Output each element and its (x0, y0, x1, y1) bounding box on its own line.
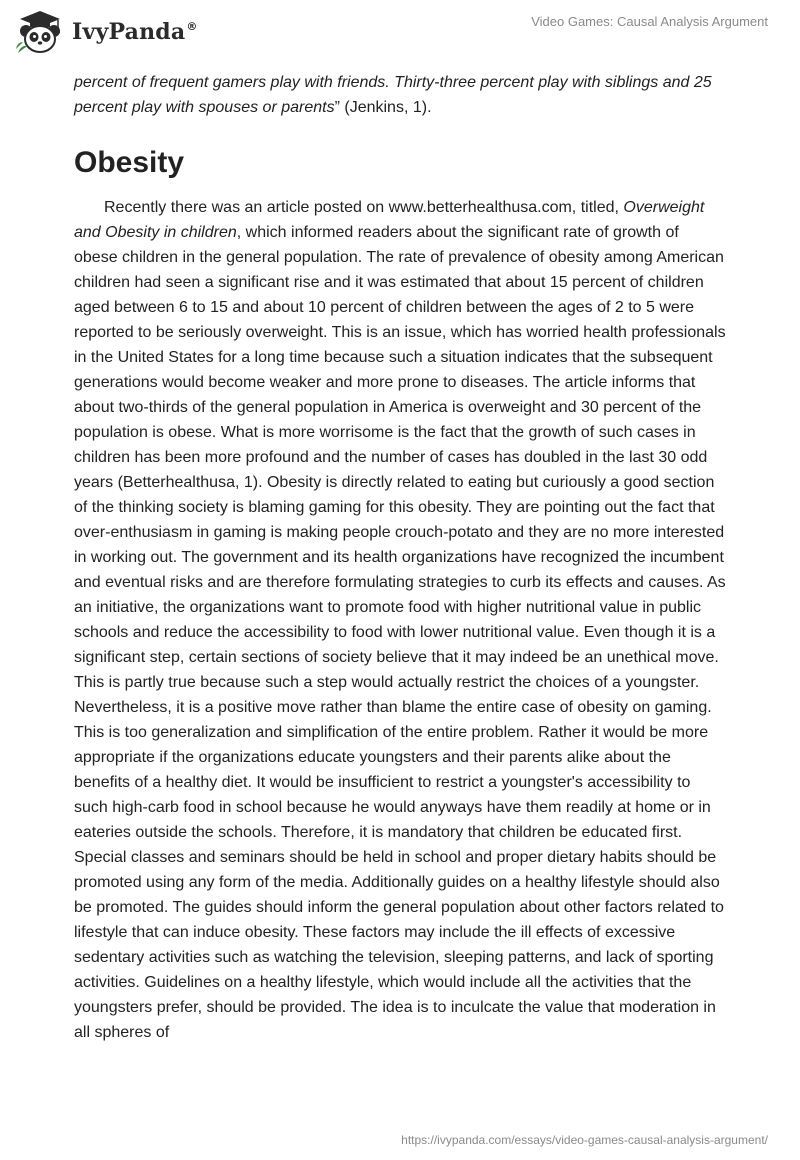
paragraph-lead: Recently there was an article posted on www.betterhealthusa.com, titled, (104, 199, 624, 216)
registered-mark: ® (186, 20, 198, 33)
intro-quote: percent of frequent gamers play with friends. Thirty-three percent play with siblings and 25 percent play with spouses or parents (74, 74, 712, 116)
section-heading: Obesity (74, 146, 185, 179)
brand-name: IvyPanda® (72, 19, 198, 45)
footer-url[interactable]: https://ivypanda.com/essays/video-games-causal-analysis-argument/ (401, 1133, 768, 1147)
essay-content (74, 70, 726, 1045)
panda-graduate-icon (14, 9, 66, 55)
article-title: Overweight and Obesity in children (74, 199, 705, 241)
document-title: Video Games: Causal Analysis Argument (531, 14, 768, 29)
page-header (0, 0, 800, 62)
ivypanda-logo[interactable] (14, 9, 198, 55)
intro-citation: ” (Jenkins, 1). (334, 99, 432, 116)
intro-paragraph (74, 70, 726, 120)
paragraph-body: , which informed readers about the significant rate of growth of obese children in the general population. The rate of prevalence of obesity among American children had seen a significant rise and it was estimated that about 15 percent of children aged between 6 to 15 and about 10 percent of children between the ages of 2 to 5 were reported to be seriously overweight. This is an issue, which has worried health professionals in the United States for a long time because such a situation indicates that the subsequent generations would become weaker and more prone to diseases. The article informs that about two-thirds of the general population in America is overweight and 30 percent of the population is obese. What is more worrisome is the fact that the growth of such cases in children has been more profound and the number of cases has doubled in the last 30 odd years (Betterhealthusa, 1). Obesity is directly related to eating but curiously a good section of the thinking society is blaming gaming for this obesity. They are pointing out the fact that over-enthusiasm in gaming is making people crouch-potato and they are no more interested in working out. The government and its health organizations have recognized the incumbent and eventual risks and are therefore formulating strategies to curb its effects and causes. As an initiative, the organizations want to promote food with higher nutritional value in public schools and reduce the accessibility to food with lower nutritional value. Even though it is a significant step, certain sections of society believe that it may indeed be an unethical move. This is partly true because such a step would actually restrict the choices of a youngster. Nevertheless, it is a positive move rather than blame the entire case of obesity on gaming. This is too generalization and simplification of the entire problem. Rather it would be more appropriate if the organizations educate youngsters and their parents alike about the benefits of a healthy diet. It would be insufficient to restrict a youngster's accessibility to such high-carb food in school because he would anyways have them readily at home or in eateries outside the schools. Therefore, it is mandatory that children be educated first. Special classes and seminars should be held in school and proper dietary habits should be promoted using any form of the media. Additionally guides on a healthy lifestyle should also be promoted. The guides should inform the general population about other factors related to lifestyle that can induce obesity. These factors may include the ill effects of excessive sedentary activities such as watching the television, sleeping patterns, and lack of sporting activities. Guidelines on a healthy lifestyle, which would include all the activities that the youngsters prefer, should be provided. The idea is to inculcate the value that moderation in all spheres of (74, 224, 726, 1041)
section-paragraph (74, 195, 726, 1045)
